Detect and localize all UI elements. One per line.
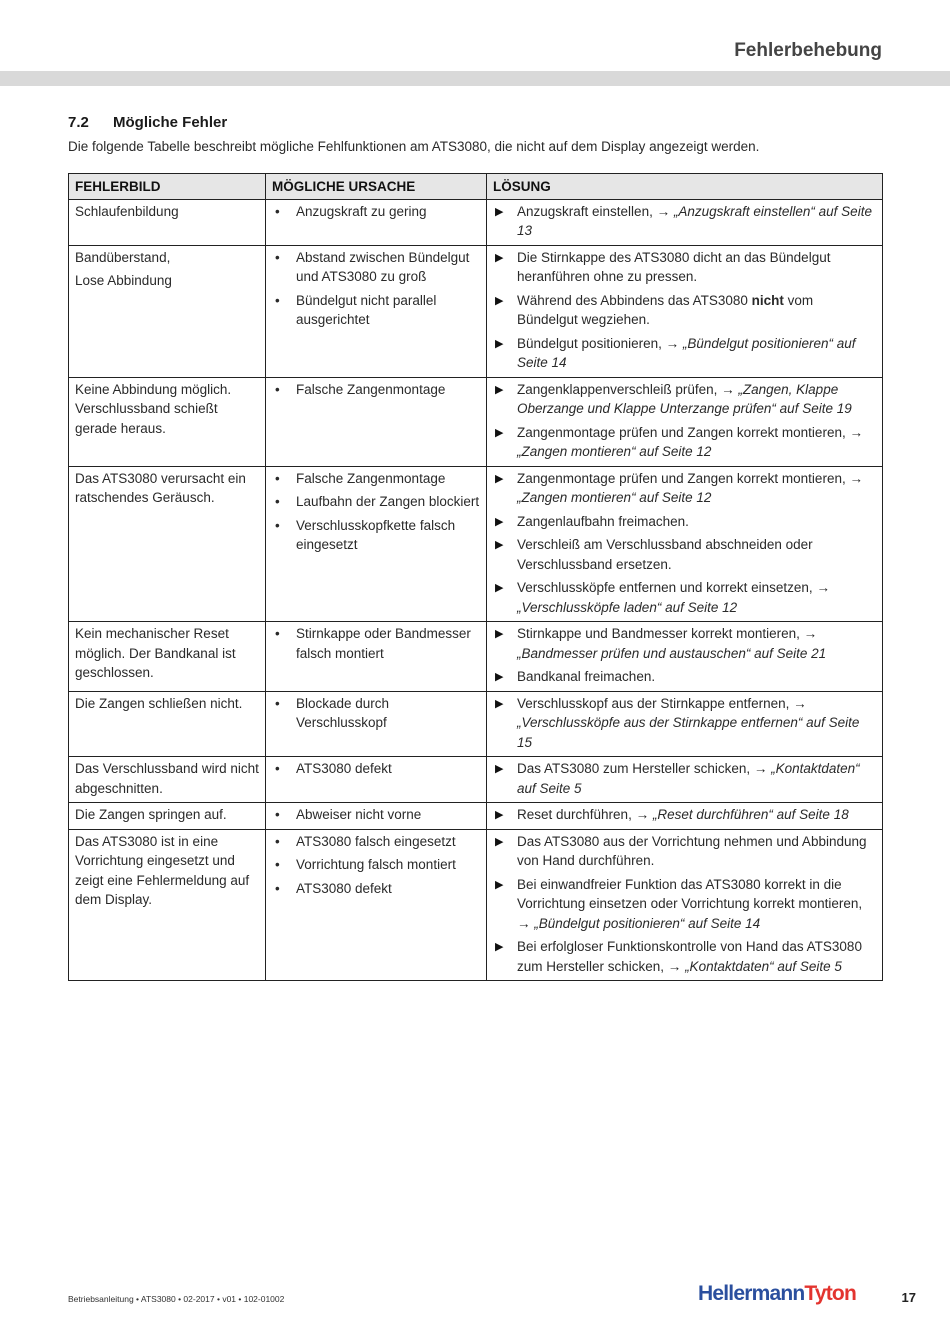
bullet-icon: • [275,880,280,896]
solution-list [493,759,876,798]
solution-cell [487,757,883,803]
cause-item [272,855,480,875]
arrow-right-icon: → [721,381,735,397]
solution-item [493,512,876,532]
symptom-cell [69,377,266,466]
bullet-icon: • [275,517,280,533]
symptom-cell [69,829,266,981]
cause-text: Abweiser nicht vorne [296,807,422,822]
triangle-right-icon: ▶ [495,251,504,264]
cause-cell [266,691,487,757]
solution-cell [487,622,883,692]
cause-text: Anzugskraft zu gering [296,203,427,219]
arrow-right-icon: → [667,958,682,974]
arrow-right-icon: → [849,470,863,486]
cause-item [272,832,480,852]
solution-item [493,535,876,574]
cause-list [272,380,480,400]
solution-item [493,423,876,462]
symptom-text: Bandüberstand, [75,249,171,265]
symptom-cell [69,466,266,622]
solution-cell [487,245,883,377]
cause-text: Falsche Zangenmontage [296,381,446,397]
triangle-right-icon: ▶ [495,205,504,218]
triangle-right-icon: ▶ [495,628,504,640]
triangle-right-icon: ▶ [495,472,504,485]
solution-list [493,624,876,687]
solution-text: Verschlusskopf aus der Stirnkappe entfernen, [517,695,794,711]
section-heading [68,114,227,131]
table-row [69,829,883,981]
solution-item [493,759,876,798]
cause-text: Bündelgut nicht parallel ausgerichtet [296,292,437,327]
bullet-icon: • [275,807,280,822]
symptom-cell [69,245,266,377]
cross-reference: „Kontaktdaten“ auf Seite 5 [685,958,842,974]
bullet-icon: • [275,249,280,265]
solution-text: Zangenklappenverschleiß prüfen, [517,381,722,397]
solution-text: vom Bündelgut wegziehen. [517,292,814,327]
cross-reference: „Bündelgut positionieren“ auf Seite 14 [534,915,761,931]
cross-reference: „Zangen montieren“ auf Seite 12 [517,490,712,505]
triangle-right-icon: ▶ [495,294,504,307]
cause-cell [266,757,487,803]
cause-text: ATS3080 falsch eingesetzt [296,833,456,849]
symptom-text: Die Zangen schließen nicht. [75,695,243,711]
symptom-text: Die Zangen springen auf. [75,807,227,822]
solution-item [493,334,876,373]
solution-item [493,291,876,330]
cause-text: Blockade durch Verschlusskopf [296,695,390,730]
bullet-icon: • [275,292,280,308]
solution-text: Reset durchführen, [517,807,636,822]
solution-list [493,805,876,825]
solution-item [493,694,876,753]
solution-text: Verschlussköpfe entfernen und korrekt einsetzen, [517,580,817,595]
symptom-text: Das Verschlussband wird nicht abgeschnitten. [75,761,259,796]
solution-text: Anzugskraft einstellen, [517,203,657,219]
cause-item [272,624,480,663]
solution-list [493,202,876,241]
cause-cell [266,199,487,245]
arrow-right-icon: → [816,580,830,595]
solution-text: Das ATS3080 aus der Vorrichtung nehmen und Abbindung von Hand durchführen. [517,833,867,868]
table-row [69,245,883,377]
cause-item [272,516,480,555]
solution-item [493,832,876,871]
table-body [69,199,883,981]
solution-text: Bandkanal freimachen. [517,669,656,684]
arrow-right-icon: → [849,424,863,440]
cause-cell [266,245,487,377]
cause-text: Laufbahn der Zangen blockiert [296,494,480,509]
triangle-right-icon: ▶ [495,809,504,821]
solution-text: Bei einwandfreier Funktion das ATS3080 korrekt in die Vorrichtung einsetzen oder Vorrichtung korrekt montieren, [517,876,863,911]
symptom-cell [69,691,266,757]
table-row [69,199,883,245]
cause-text: Verschlusskopfkette falsch eingesetzt [296,517,456,552]
solution-item [493,578,876,617]
cause-item [272,248,480,287]
bullet-icon: • [275,203,280,219]
solution-text: Zangenmontage prüfen und Zangen korrekt montieren, [517,470,850,486]
logo-text-tyton: Tyton [804,1282,856,1305]
triangle-right-icon: ▶ [495,763,504,775]
footer-doc-info: Betriebsanleitung • ATS3080 • 02-2017 • v01 • 102-01002 [68,1294,285,1304]
cause-item [272,694,480,733]
solution-text: Zangenlaufbahn freimachen. [517,513,689,529]
bullet-icon: • [275,494,280,509]
solution-cell [487,803,883,830]
arrow-right-icon: → [803,626,818,641]
cause-list [272,805,480,825]
cause-cell [266,377,487,466]
triangle-right-icon: ▶ [495,426,504,439]
solution-text: Verschleiß am Verschlussband abschneiden oder Verschlussband ersetzen. [517,537,813,572]
triangle-right-icon: ▶ [495,878,504,891]
solution-item [493,469,876,508]
arrow-right-icon: → [517,915,531,931]
bullet-icon: • [275,470,280,486]
triangle-right-icon: ▶ [495,697,504,710]
table-row [69,691,883,757]
triangle-right-icon: ▶ [495,582,504,594]
solution-item [493,805,876,825]
column-header-cause: MÖGLICHE URSACHE [266,174,487,200]
symptom-text: Schlaufenbildung [75,203,179,219]
solution-cell [487,691,883,757]
header-divider-bar [0,71,950,86]
solution-list [493,694,876,753]
solution-cell [487,199,883,245]
table-header-row [69,174,883,200]
bullet-icon: • [275,857,280,872]
page-header-title: Fehlerbehebung [734,40,882,61]
cause-list [272,248,480,330]
troubleshooting-table [68,173,883,981]
symptom-text: Lose Abbindung [75,273,172,288]
table-row [69,377,883,466]
cause-text: Vorrichtung falsch montiert [296,857,456,872]
solution-list [493,832,876,977]
solution-text: Die Stirnkappe des ATS3080 dicht an das Bündelgut heranführen ohne zu pressen. [517,249,831,284]
cause-cell [266,829,487,981]
solution-text: Bündelgut positionieren, [517,335,666,351]
solution-text: Stirnkappe und Bandmesser korrekt montieren, [517,626,804,641]
symptom-text: Das ATS3080 verursacht ein ratschendes Geräusch. [75,470,246,505]
column-header-solution: LÖSUNG [487,174,883,200]
cause-cell [266,803,487,830]
solution-list [493,469,876,618]
solution-item [493,667,876,687]
cross-reference: „Zangen, Klappe Oberzange und Klappe Unterzange prüfen“ auf Seite 19 [517,381,852,416]
solution-text: Während des Abbindens das ATS3080 [517,292,752,308]
symptom-text: Das ATS3080 ist in eine Vorrichtung eingesetzt und zeigt eine Fehlermeldung auf dem Display. [75,833,250,907]
arrow-right-icon: → [793,695,807,711]
solution-cell [487,829,883,981]
cross-reference: „Zangen montieren“ auf Seite 12 [517,444,712,459]
cause-item [272,805,480,825]
section-title: Mögliche Fehler [113,114,228,131]
cause-item [272,879,480,899]
bullet-icon: • [275,695,280,711]
triangle-right-icon: ▶ [495,835,504,848]
table-row [69,622,883,692]
triangle-right-icon: ▶ [495,539,504,551]
page-number: 17 [901,1290,916,1305]
cause-list [272,469,480,555]
triangle-right-icon: ▶ [495,515,504,528]
solution-cell [487,466,883,622]
cross-reference: „Bandmesser prüfen und austauschen“ auf Seite 21 [517,645,827,661]
logo-text-hellermann: Hellermann [698,1282,805,1305]
section-number: 7.2 [68,114,89,131]
solution-item [493,624,876,663]
arrow-right-icon: → [753,761,768,776]
bullet-icon: • [275,626,280,641]
symptom-text: Keine Abbindung möglich. Verschlussband schießt gerade heraus. [75,381,232,436]
brand-logo [698,1282,856,1306]
symptom-cell [69,803,266,830]
bullet-icon: • [275,761,280,776]
cause-cell [266,622,487,692]
solution-item [493,202,876,241]
cross-reference: „Verschlussköpfe laden“ auf Seite 12 [517,599,738,615]
cause-item [272,202,480,222]
triangle-right-icon: ▶ [495,383,504,396]
arrow-right-icon: → [635,807,650,822]
cause-list [272,694,480,733]
cause-item [272,380,480,400]
cause-text: Falsche Zangenmontage [296,470,446,486]
cross-reference: „Verschlussköpfe aus der Stirnkappe entfernen“ auf Seite 15 [517,715,860,750]
solution-item [493,380,876,419]
solution-list [493,248,876,373]
symptom-cell [69,757,266,803]
arrow-right-icon: → [665,335,680,351]
solution-item [493,875,876,934]
solution-cell [487,377,883,466]
cause-item [272,759,480,779]
cause-text: Abstand zwischen Bündelgut und ATS3080 zu groß [296,249,470,284]
bullet-icon: • [275,833,280,849]
cause-text: ATS3080 defekt [296,761,392,776]
symptom-cell [69,199,266,245]
solution-text: Das ATS3080 zum Hersteller schicken, [517,761,754,776]
triangle-right-icon: ▶ [495,941,504,953]
solution-emphasis: nicht [751,292,784,308]
solution-item [493,248,876,287]
table-row [69,757,883,803]
cause-item [272,291,480,330]
table-row [69,466,883,622]
triangle-right-icon: ▶ [495,337,504,350]
arrow-right-icon: → [656,203,671,219]
cross-reference: „Reset durchführen“ auf Seite 18 [652,807,849,822]
table-row [69,803,883,830]
solution-text: Bei erfolgloser Funktionskontrolle von Hand das ATS3080 zum Hersteller schicken, [517,939,862,974]
solution-list [493,380,876,462]
solution-item [493,937,876,976]
cross-reference: „Anzugskraft einstellen“ auf Seite 13 [517,203,872,238]
section-intro: Die folgende Tabelle beschreibt mögliche Fehlfunktionen am ATS3080, die nicht auf dem Display angezeigt werden. [68,139,760,154]
cause-text: Stirnkappe oder Bandmesser falsch montiert [296,626,471,661]
cause-list [272,832,480,899]
cause-cell [266,466,487,622]
symptom-cell [69,622,266,692]
cause-item [272,492,480,512]
symptom-text: Kein mechanischer Reset möglich. Der Bandkanal ist geschlossen. [75,626,236,680]
cross-reference: „Bündelgut positionieren“ auf Seite 14 [517,335,856,370]
cross-reference: „Kontaktdaten“ auf Seite 5 [517,761,860,796]
column-header-symptom: FEHLERBILD [69,174,266,200]
triangle-right-icon: ▶ [495,671,504,683]
cause-list [272,202,480,222]
cause-item [272,469,480,489]
cause-list [272,759,480,779]
bullet-icon: • [275,381,280,397]
solution-text: Zangenmontage prüfen und Zangen korrekt montieren, [517,424,850,440]
cause-list [272,624,480,663]
cause-text: ATS3080 defekt [296,880,392,896]
